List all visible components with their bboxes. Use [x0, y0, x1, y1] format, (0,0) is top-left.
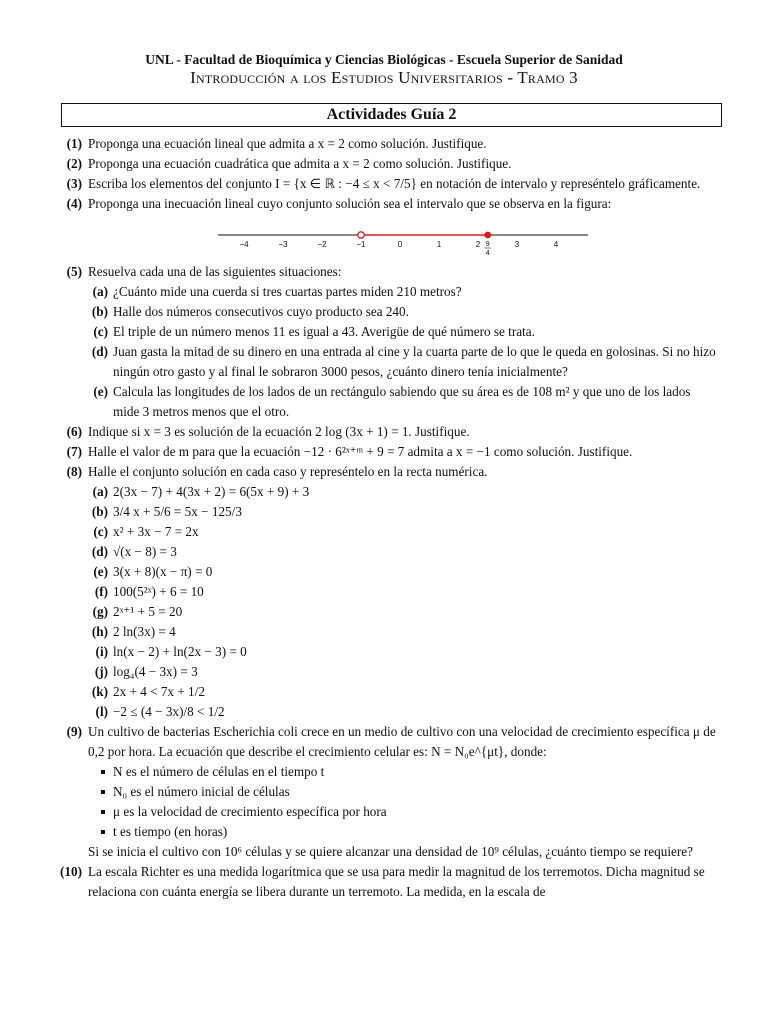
question-number: (7): [66, 444, 82, 459]
question-8-items: [0, 482, 768, 722]
question-1: [0, 134, 768, 154]
question-8-item: [0, 642, 768, 662]
question-number: (9): [66, 724, 82, 739]
question-5-item: [0, 322, 768, 342]
number-line-figure: [0, 218, 768, 256]
questions-list: [0, 134, 768, 902]
item-text: −2 ≤ (4 − 3x)/8 < 1/2: [113, 704, 225, 719]
question-8-item: [0, 602, 768, 622]
question-number: (3): [66, 176, 82, 191]
question-8-item: [0, 562, 768, 582]
item-label: (h): [91, 624, 108, 639]
item-text: 3(x + 8)(x − π) = 0: [113, 564, 213, 579]
item-text: ¿Cuánto mide una cuerda si tres cuartas partes miden 210 metros?: [113, 284, 462, 299]
item-text: 3/4 x + 5/6 = 5x − 125/3: [113, 504, 242, 519]
item-text: 2(3x − 7) + 4(3x + 2) = 6(5x + 9) + 3: [113, 484, 310, 499]
question-number: (4): [66, 196, 82, 211]
question-text: Proponga una ecuación lineal que admita a x = 2 como solución. Justifique.: [88, 136, 487, 151]
question-5-item: [0, 342, 768, 382]
question-8-item: [0, 662, 768, 682]
item-label: (c): [93, 324, 108, 339]
item-label: (b): [91, 504, 108, 519]
question-number: (5): [66, 264, 82, 279]
item-label: (j): [94, 664, 108, 679]
tick-label: −1: [356, 240, 366, 249]
question-9: [0, 722, 768, 762]
question-number: (6): [66, 424, 82, 439]
number-line-svg: [0, 218, 768, 256]
tick-label: 3: [514, 240, 520, 249]
question-8-item: [0, 482, 768, 502]
bullet-item: t es tiempo (en horas): [0, 822, 768, 842]
question-text: Un cultivo de bacterias Escherichia coli crece en un medio de cultivo con una velocidad de crecimiento específica μ de 0,2 por hora. La ecuación que describe el crecimiento celular es: N = N₀e^{μt}, donde:: [88, 724, 716, 759]
question-3: [0, 174, 768, 194]
endpoint-denominator: 4: [485, 250, 490, 256]
question-2: [0, 154, 768, 174]
question-8-item: [0, 682, 768, 702]
closed-endpoint: [484, 232, 491, 239]
question-8: [0, 462, 768, 482]
item-text: El triple de un número menos 11 es igual a 43. Averigüe de qué número se trata.: [113, 324, 535, 339]
question-5-item: [0, 382, 768, 422]
question-9-closing: Si se inicia el cultivo con 10⁶ células y se quiere alcanzar una densidad de 10⁹ células, ¿cuánto tiempo se requiere?: [88, 844, 693, 859]
question-9-bullets: [0, 762, 768, 842]
item-label: (e): [93, 384, 108, 399]
question-8-item: [0, 502, 768, 522]
item-text: ln(x − 2) + ln(2x − 3) = 0: [113, 644, 247, 659]
page-title: Actividades Guía 2: [61, 103, 722, 127]
question-4: [0, 194, 768, 214]
item-text: 2 ln(3x) = 4: [113, 624, 176, 639]
item-label: (f): [94, 584, 108, 599]
question-8-item: [0, 522, 768, 542]
question-text: La escala Richter es una medida logarítmica que se usa para medir la magnitud de los terremotos. Dicha magnitud se relaciona con cuánta energía se libera durante un terremoto. La medida, en la escala de: [88, 864, 705, 899]
question-5-items: [0, 282, 768, 422]
question-text: Halle el conjunto solución en cada caso y represéntelo en la recta numérica.: [88, 464, 488, 479]
bullet-item: N₀ es el número inicial de células: [0, 782, 768, 802]
question-text: Halle el valor de m para que la ecuación −12 · 6²ˣ⁺ᵐ + 9 = 7 admita a x = −1 como solución. Justifique.: [88, 444, 633, 459]
question-8-item: [0, 702, 768, 722]
item-text: 2x + 4 < 7x + 1/2: [113, 684, 205, 699]
question-5-item: [0, 302, 768, 322]
item-text: 2ˣ⁺¹ + 5 = 20: [113, 604, 183, 619]
question-number: (10): [60, 864, 82, 879]
tick-label: −3: [278, 240, 288, 249]
bullet-item: μ es la velocidad de crecimiento específica por hora: [0, 802, 768, 822]
item-label: (a): [92, 284, 108, 299]
tick-label: −4: [239, 240, 249, 249]
question-text: Proponga una inecuación lineal cuyo conjunto solución sea el intervalo que se observa en la figura:: [88, 196, 612, 211]
question-number: (2): [66, 156, 82, 171]
item-label: (c): [93, 524, 108, 539]
course-header: Introducción a los Estudios Universitarios - Tramo 3: [190, 68, 578, 87]
item-text: x² + 3x − 7 = 2x: [113, 524, 199, 539]
question-8-item: [0, 622, 768, 642]
question-5: [0, 262, 768, 282]
bullet-item: N es el número de células en el tiempo t: [0, 762, 768, 782]
tick-label: 4: [553, 240, 559, 249]
item-text: √(x − 8) = 3: [113, 544, 177, 559]
item-label: (l): [95, 704, 108, 719]
item-text: log₄(4 − 3x) = 3: [113, 664, 198, 679]
question-5-item: [0, 282, 768, 302]
item-text: Juan gasta la mitad de su dinero en una entrada al cine y la cuarta parte de lo que le queda en golosinas. Si no hizo ningún otro gasto y al final le sobraron 3000 pesos, ¿cuánto dinero tenía inicialmente?: [113, 344, 716, 379]
tick-label: −2: [317, 240, 327, 249]
open-endpoint: [358, 232, 364, 238]
question-text: Indique si x = 3 es solución de la ecuación 2 log (3x + 1) = 1. Justifique.: [88, 424, 470, 439]
item-label: (b): [91, 304, 108, 319]
question-7: [0, 442, 768, 462]
question-10: [0, 862, 768, 902]
item-label: (d): [91, 544, 108, 559]
item-label: (k): [91, 684, 108, 699]
question-8-item: [0, 582, 768, 602]
endpoint-numerator: 9: [485, 241, 490, 248]
tick-label: 2: [475, 240, 481, 249]
item-label: (g): [92, 604, 108, 619]
question-text: Proponga una ecuación cuadrática que admita a x = 2 como solución. Justifique.: [88, 156, 512, 171]
item-text: Calcula las longitudes de los lados de un rectángulo sabiendo que su área es de 108 m² y que uno de los lados mide 3 metros menos que el otro.: [113, 384, 691, 419]
question-8-item: [0, 542, 768, 562]
tick-label: 0: [397, 240, 403, 249]
item-text: Halle dos números consecutivos cuyo producto sea 240.: [113, 304, 409, 319]
institution-header: UNL - Facultad de Bioquímica y Ciencias Biológicas - Escuela Superior de Sanidad: [145, 52, 623, 67]
item-text: 100(5²ˣ) + 6 = 10: [113, 584, 204, 599]
item-label: (i): [95, 644, 108, 659]
item-label: (d): [91, 344, 108, 359]
item-label: (a): [92, 484, 108, 499]
question-text: Resuelva cada una de las siguientes situaciones:: [88, 264, 342, 279]
tick-label: 1: [436, 240, 442, 249]
question-text: Escriba los elementos del conjunto I = {x ∈ ℝ : −4 ≤ x < 7/5} en notación de intervalo y represéntelo gráficamente.: [88, 176, 701, 191]
question-number: (8): [66, 464, 82, 479]
question-6: [0, 422, 768, 442]
item-label: (e): [93, 564, 108, 579]
question-number: (1): [66, 136, 82, 151]
